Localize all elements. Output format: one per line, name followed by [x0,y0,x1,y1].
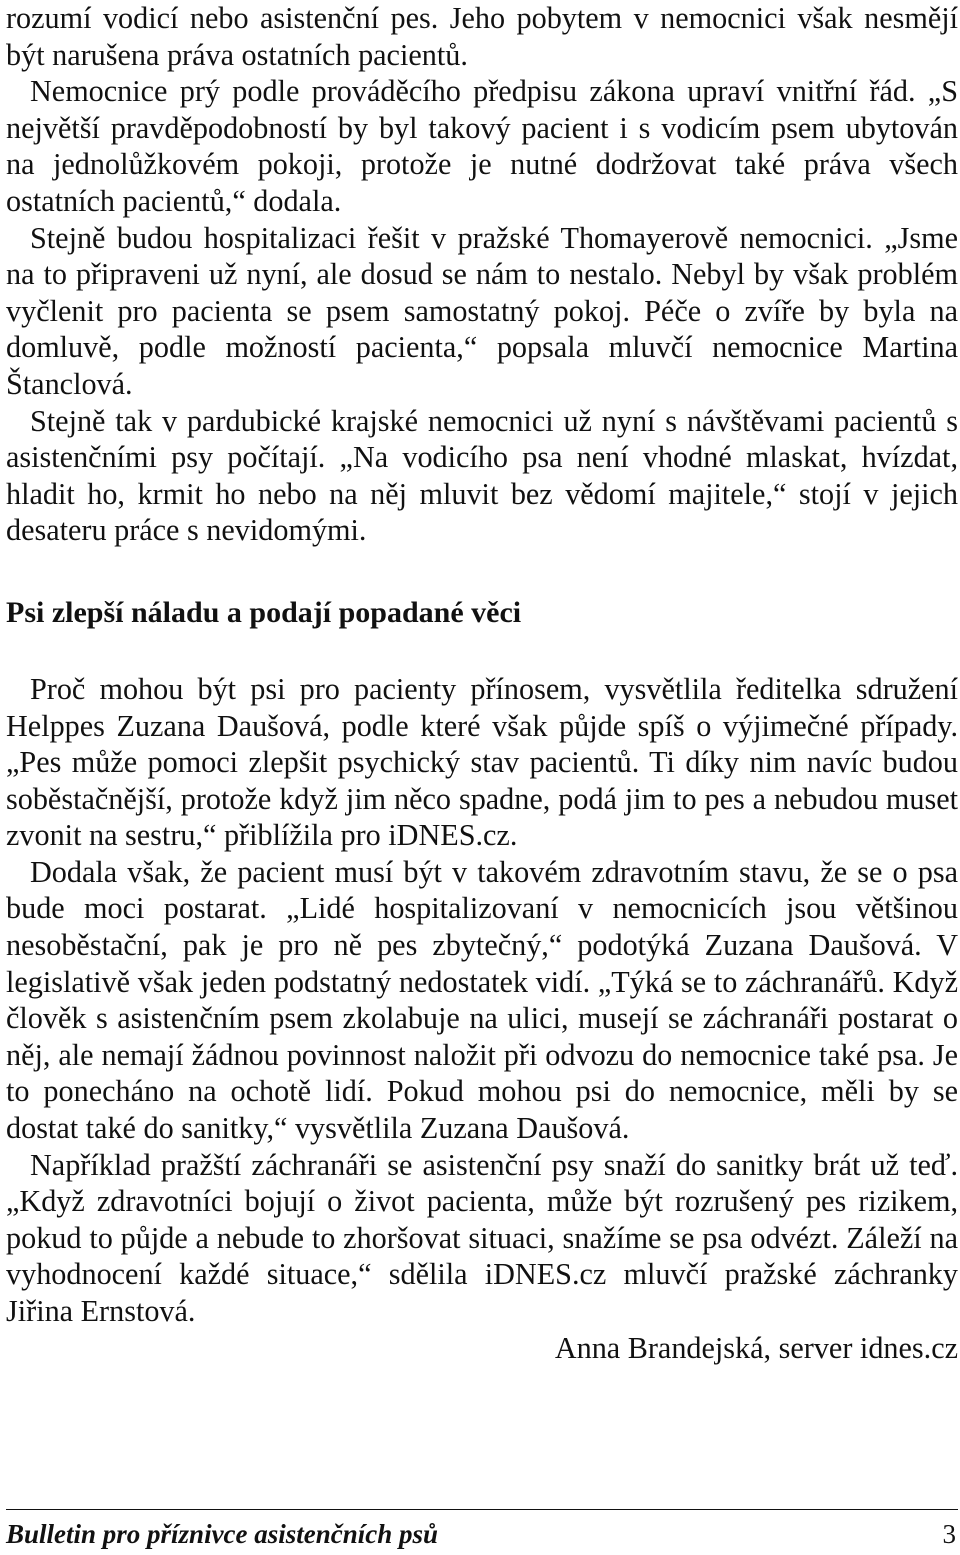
footer-title: Bulletin pro příznivce asistenčních psů [6,1519,439,1549]
paragraph-3: Stejně budou hospitalizaci řešit v pražské Thomayerově nemocnici. „Jsme na to připraveni už nyní, ale dosud se nám to nestalo. Nebyl by však problém vyčlenit pro pacienta se psem samostatný pokoj. Péče o zvíře by byla na domluvě, podle možností pacienta,“ popsala mluvčí nemocnice Martina Štanclová. [6,220,958,401]
page-footer [6,1516,958,1552]
spacer [6,549,958,595]
paragraph-2: Nemocnice prý podle prováděcího předpisu zákona upraví vnitřní řád. „S největší pravděpodobností by byl takový pacient i s vodicím psem ubytován na jednolůžkovém pokoji, protože je nutné dodržovat také práva všech ostatních pacientů,“ dodala. [6,74,958,218]
document-page [6,0,958,1555]
section-heading: Psi zlepší náladu a podají popadané věci [6,595,522,629]
article-body [6,0,958,1366]
spacer [6,631,958,671]
footer-divider [6,1509,958,1510]
paragraph-4: Stejně tak v pardubické krajské nemocnici už nyní s návštěvami pacientů s asistenčními psy počítají. „Na vodicího psa není vhodné mlaskat, hvízdat, hladit ho, krmit ho nebo na něj mluvit bez vědomí majitele,“ stojí v jejich desateru práce s nevidomými. [6,403,958,548]
paragraph-5: Proč mohou být psi pro pacienty přínosem, vysvětlila ředitelka sdružení Helppes Zuzana Daušová, podle které však půjde spíš o výjimečné případy. „Pes může pomoci zlepšit psychický stav pacientů. Ti díky nim navíc budou soběstačnější, protože když jim něco spadne, podá jim to pes a nebudou muset zvonit na sestru,“ přiblížila pro iDNES.cz. [6,671,958,853]
paragraph-6: Dodala však, že pacient musí být v takovém zdravotním stavu, že se o psa bude moci postarat. „Lidé hospitalizovaní v nemocnicích jsou většinou nesoběstační, pak je pro ně pes zbytečný,“ podotýká Zuzana Daušová. V legislativě však jeden podstatný nedostatek vidí. „Týká se to záchranářů. Když člověk s asistenčním psem zkolabuje na ulici, musejí se záchranáři postarat o něj, ale nemají žádnou povinnost naložit při odvozu do nemocnice také psa. Je to ponecháno na ochotě lidí. Pokud mohou psi do nemocnice, měli by se dostat také do sanitky,“ vysvětlila Zuzana Daušová. [6,854,958,1146]
byline: Anna Brandejská, server idnes.cz [554,1330,958,1365]
paragraph-7: Například pražští záchranáři se asistenční psy snaží do sanitky brát už teď. „Když zdravotníci bojují o život pacienta, může být rozrušený pes rizikem, pokud to půjde a nebude to zhoršovat situaci, snažíme se psa odvézt. Záleží na vyhodnocení každé situace,“ sdělila iDNES.cz mluvčí pražské záchranky Jiřina Ernstová. [6,1147,958,1328]
paragraph-1: rozumí vodicí nebo asistenční pes. Jeho pobytem v nemocnici však nesmějí být narušena práva ostatních pacientů. [6,1,958,72]
page-number: 3 [942,1519,956,1549]
